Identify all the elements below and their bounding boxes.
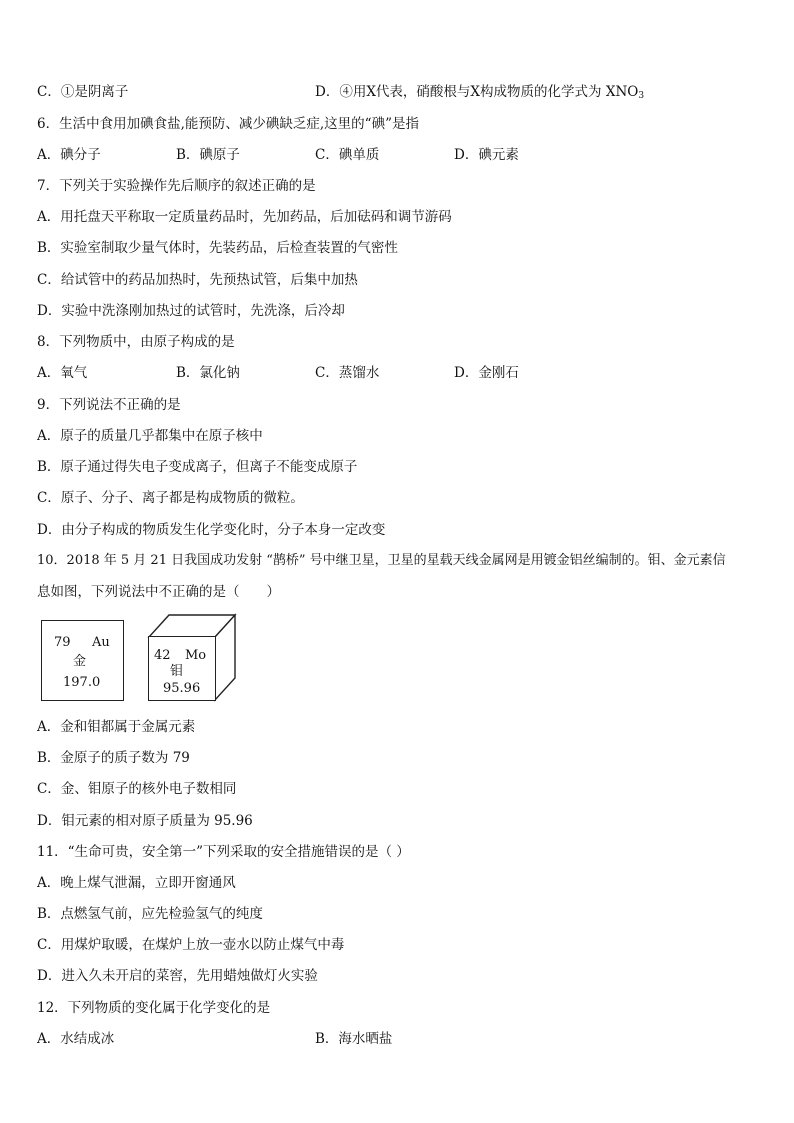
q10-option-a: A．金和钼都属于金属元素 <box>37 719 196 735</box>
q8-option-c: C．蒸馏水 <box>315 365 380 381</box>
q11-option-c: C．用煤炉取暖，在煤炉上放一壶水以防止煤气中毒 <box>37 937 345 953</box>
q5-option-d-text: D．④用X代表，硝酸根与X构成物质的化学式为 XNO <box>315 84 639 100</box>
q7-option-a: A．用托盘天平称取一定质量药品时，先加药品，后加砝码和调节游码 <box>37 209 452 225</box>
q6-option-d: D．碘元素 <box>454 147 519 163</box>
q9-option-d: D．由分子构成的物质发生化学变化时，分子本身一定改变 <box>37 522 386 538</box>
q6-option-b: B．碘原子 <box>176 147 240 163</box>
q7-option-b: B．实验室制取少量气体时，先装药品，后检查装置的气密性 <box>37 240 398 256</box>
molybdenum-symbol: Mo <box>185 648 207 663</box>
q7-option-c: C．给试管中的药品加热时，先预热试管，后集中加热 <box>37 272 358 288</box>
q10-stem-line2: 息如图，下列说法中不正确的是（ ） <box>37 584 280 600</box>
q11-option-b: B．点燃氢气前，应先检验氢气的纯度 <box>37 906 263 922</box>
q8-stem: 8．下列物质中，由原子构成的是 <box>37 334 235 350</box>
q8-option-d: D．金刚石 <box>454 365 519 381</box>
q9-option-a: A．原子的质量几乎都集中在原子核中 <box>37 428 263 444</box>
gold-atomic-number: 79 <box>54 635 71 650</box>
molybdenum-name: 钼 <box>170 664 184 679</box>
q10-option-c: C．金、钼原子的核外电子数相同 <box>37 781 237 797</box>
q12-option-b: B．海水晒盐 <box>315 1031 393 1047</box>
q12-option-a: A．水结成冰 <box>37 1031 115 1047</box>
gold-name: 金 <box>73 654 87 669</box>
q8-option-b: B．氯化钠 <box>176 365 240 381</box>
q5-option-c: C．①是阴离子 <box>37 84 129 100</box>
q11-option-a: A．晚上煤气泄漏，立即开窗通风 <box>37 875 236 891</box>
q12-stem: 12．下列物质的变化属于化学变化的是 <box>37 1000 271 1016</box>
q10-stem-line1: 10．2018 年 5 月 21 日我国成功发射 “鹊桥” 号中继卫星，卫星的星载天线金属网是用镀金铝丝编制的。钼、金元素信 <box>37 553 726 568</box>
q9-option-b: B．原子通过得失电子变成离子，但离子不能变成原子 <box>37 459 358 475</box>
gold-atomic-mass: 197.0 <box>63 675 101 690</box>
molybdenum-atomic-mass: 95.96 <box>163 681 201 696</box>
q11-stem: 11．“生命可贵，安全第一”下列采取的安全措施错误的是（ ） <box>37 844 410 860</box>
molybdenum-atomic-number: 42 <box>154 648 171 663</box>
q6-stem: 6．生活中食用加碘食盐,能预防、减少碘缺乏症,这里的“碘”是指 <box>37 116 419 132</box>
q7-stem: 7．下列关于实验操作先后顺序的叙述正确的是 <box>37 178 316 194</box>
q5-option-d-subscript: 3 <box>638 91 645 101</box>
q7-option-d: D．实验中洗涤刚加热过的试管时，先洗涤，后冷却 <box>37 303 345 319</box>
q10-option-b: B．金原子的质子数为 79 <box>37 750 190 766</box>
q9-option-c: C．原子、分子、离子都是构成物质的微粒。 <box>37 490 304 506</box>
q10-option-d: D．钼元素的相对原子质量为 95.96 <box>37 813 253 829</box>
q9-stem: 9．下列说法不正确的是 <box>37 397 181 413</box>
q8-option-a: A．氧气 <box>37 365 88 381</box>
q6-option-a: A．碘分子 <box>37 147 101 163</box>
element-tile-molybdenum <box>148 636 216 701</box>
q11-option-d: D．进入久未开启的菜窖，先用蜡烛做灯火实验 <box>37 968 318 984</box>
q6-option-c: C．碘单质 <box>315 147 380 163</box>
gold-symbol: Au <box>92 635 110 650</box>
